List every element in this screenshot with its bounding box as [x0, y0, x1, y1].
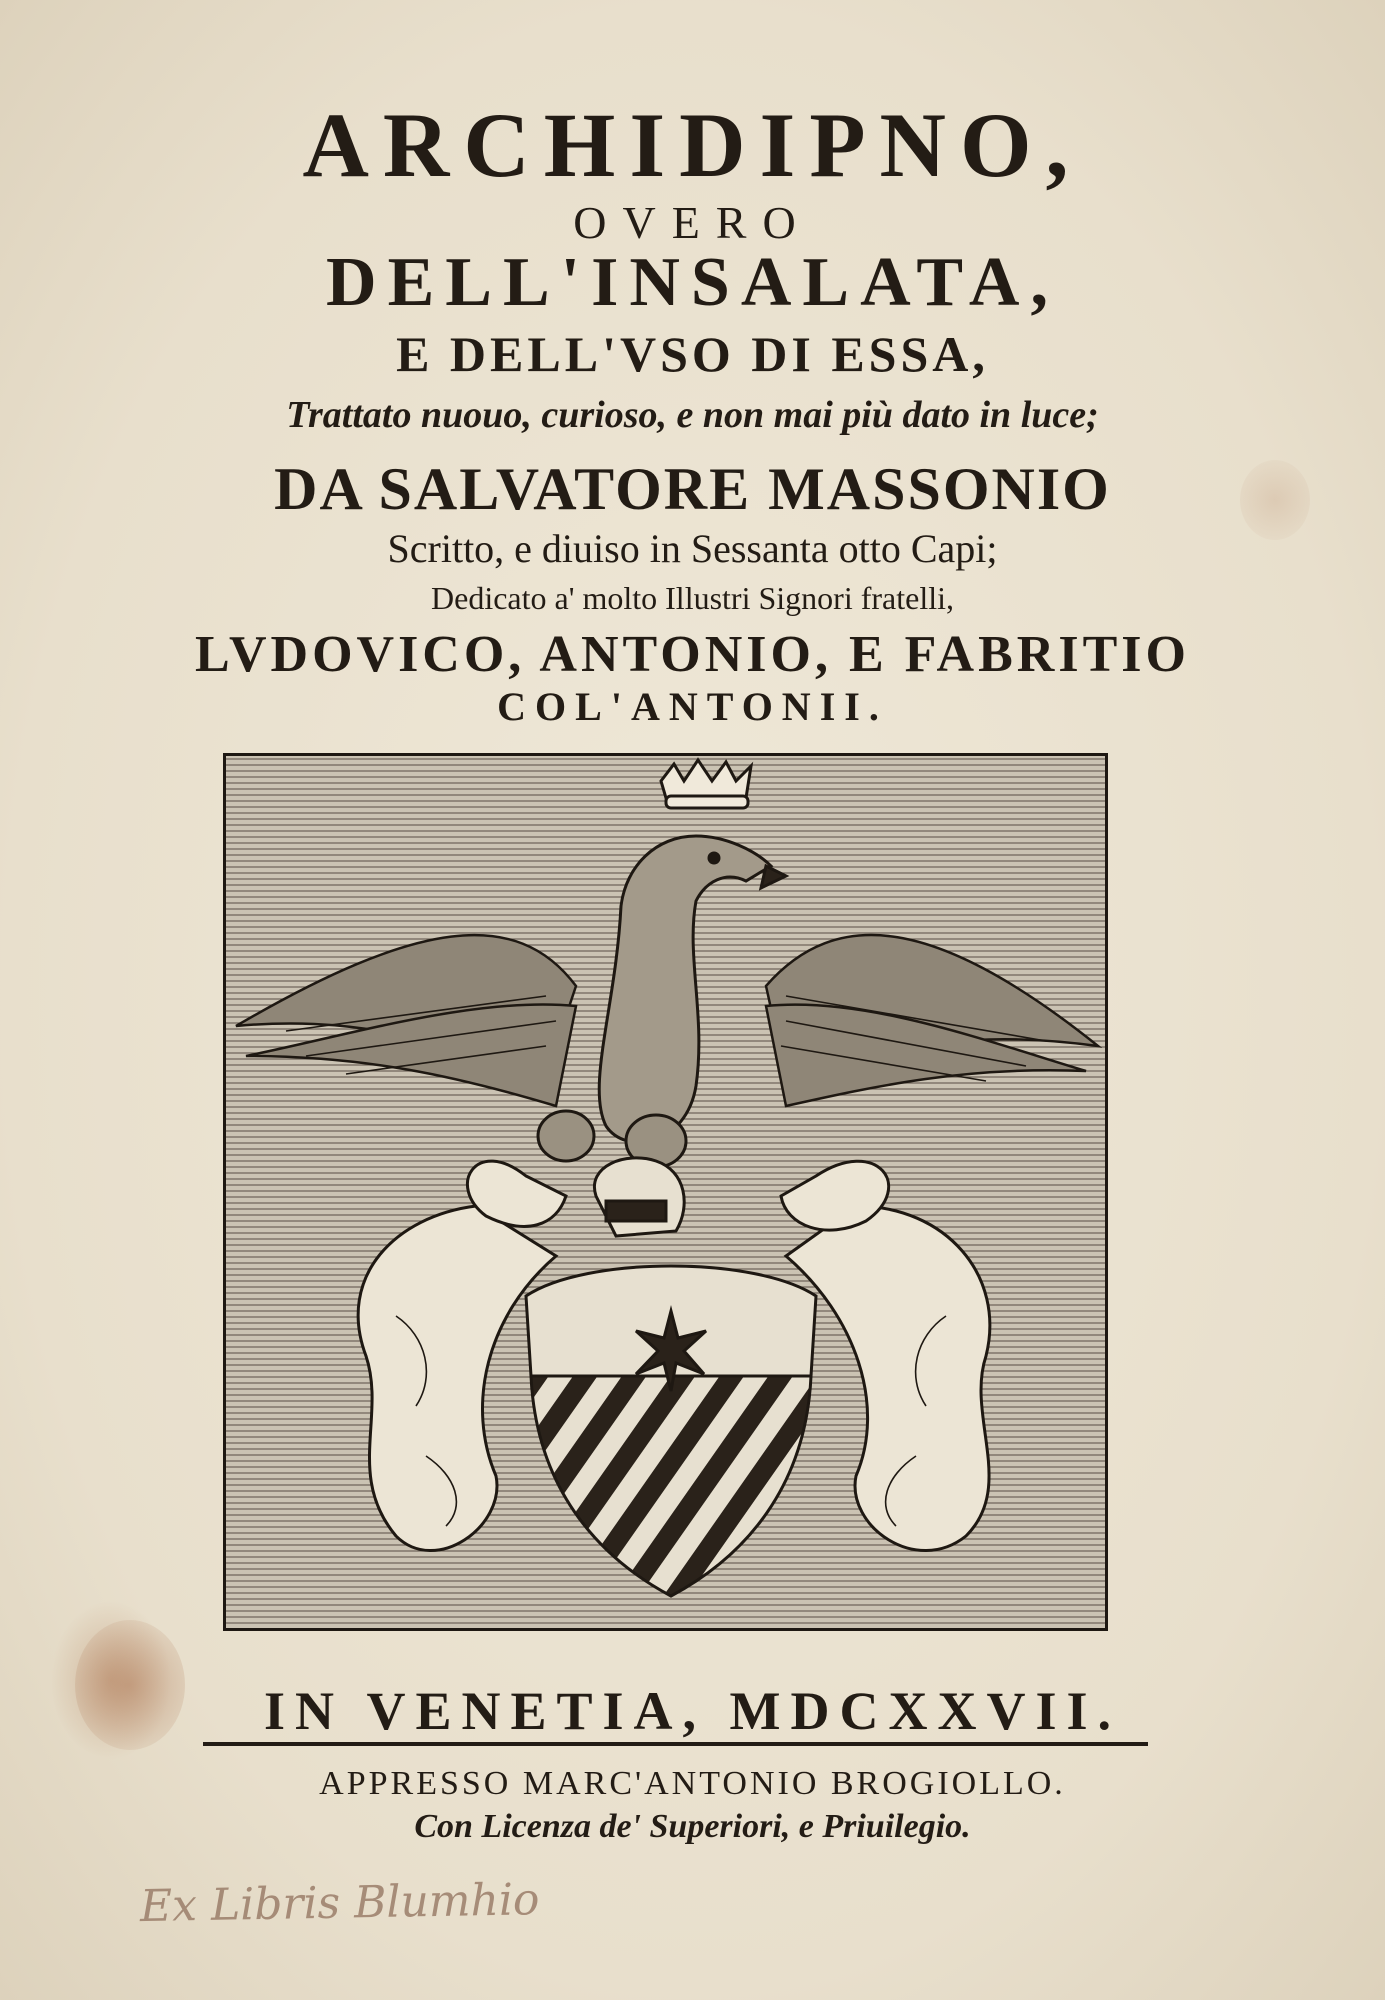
dedication-line: Dedicato a' molto Illustri Signori fratelli,	[431, 580, 954, 616]
coat-of-arms-engraving	[223, 753, 1108, 1631]
title-insalata: DELL'INSALATA,	[326, 244, 1059, 321]
imprint-place-date: IN VENETIA, MDCXXVII.	[263, 1681, 1122, 1741]
dedicatees-line: LVDOVICO, ANTONIO, E FABRITIO	[195, 626, 1190, 683]
author-line: DA SALVATORE MASSONIO	[274, 456, 1111, 522]
dedicatees-family-line: COL'ANTONII.	[497, 684, 888, 729]
handwritten-ex-libris: Ex Libris Blumhio	[139, 1874, 540, 1933]
eagle-crest-icon	[226, 756, 1105, 1628]
title-overo: OVERO	[573, 197, 812, 248]
chapters-line: Scritto, e diuiso in Sessanta otto Capi;	[387, 526, 998, 571]
imprint-license: Con Licenza de' Superiori, e Priuilegio.	[414, 1808, 971, 1845]
subtitle-trattato: Trattato nuouo, curioso, e non mai più dato in luce;	[286, 394, 1099, 436]
title-archidipno: ARCHIDIPNO,	[302, 94, 1083, 196]
imprint-printer: APPRESSO MARC'ANTONIO BROGIOLLO.	[319, 1765, 1066, 1802]
title-uso: E DELL'VSO DI ESSA,	[396, 326, 989, 382]
imprint-rule	[203, 1742, 1148, 1746]
